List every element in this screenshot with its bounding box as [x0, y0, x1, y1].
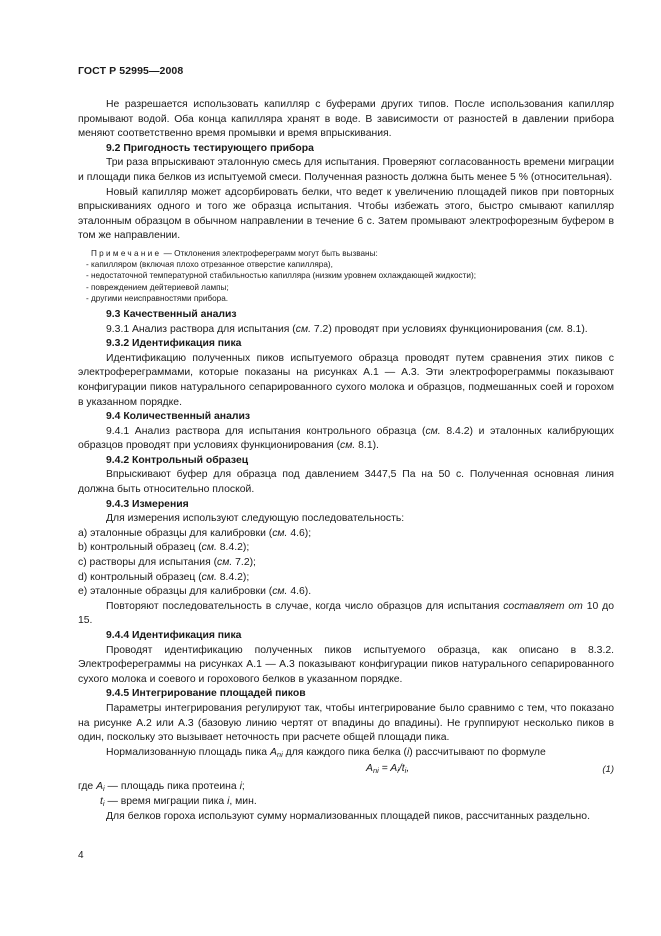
paragraph: Идентификацию полученных пиков испытуемого образца проводят путем сравнения этих пиков с электрофереграммами, которые показаны на рисунках А.1 — А.3. Эти электрофореграммы показывают конфигурации пиков натурального сепарированного сухого молока и образцов, подмешанных соей и горохом в указанном порядке.	[78, 352, 614, 408]
paragraph: Для измерения используют следующую последовательность:	[106, 513, 405, 525]
section-heading-9-2: 9.2 Пригодность тестирующего прибора	[106, 142, 314, 154]
ref-abbr: см.	[548, 323, 564, 335]
formula-1	[78, 762, 614, 778]
text-run: 8.1).	[355, 440, 379, 452]
section-heading-9-4-3: 9.4.3 Измерения	[106, 498, 189, 510]
page-number: 4	[78, 850, 84, 861]
section-heading-9-3-2: 9.3.2 Идентификация пика	[106, 338, 242, 350]
paragraph: Параметры интегрирования регулируют так, чтобы интегрирование было сравнимо с тем, что показано на рисунке А.2 или А.3 (базовую линию чертят от впадины до впадины). Не группируют несколько пиков в один, поскольку это вызывает неточность при расчете общей площади пика.	[78, 702, 614, 744]
section-heading-9-4-4: 9.4.4 Идентификация пика	[106, 630, 242, 642]
paragraph-repeat: Повторяют последовательность в случае, когда число образцов для испытания составляет от 10 до 15.	[78, 600, 614, 627]
text-run: 8.4.2) и эталонных калибрующих образцов проводят при условиях функционирования (	[78, 425, 614, 452]
ref-abbr: см.	[340, 440, 356, 452]
formula-expression: $A_{ni} = A_i/t_i$,	[366, 763, 410, 776]
note-item: - капилляром (включая плохо отрезанное отверстие капилляра),	[86, 260, 333, 270]
paragraph: Для белков гороха используют сумму нормализованных площадей пиков, рассчитанных раздельно.	[106, 810, 590, 822]
section-heading-9-4-5: 9.4.5 Интегрирование площадей пиков	[106, 688, 306, 700]
paragraph: Не разрешается использовать капилляр с буферами других типов. После использования капилляр промывают водой. Оба конца капилляра хранят в воде. В зависимости от разностей в давлении прибора меняют соответственно время промывки и время впрыскивания.	[78, 99, 614, 140]
section-heading-9-3: 9.3 Качественный анализ	[106, 308, 237, 320]
document-body	[78, 98, 614, 824]
where-line-t: $t_i$ — время миграции пика i, мин.	[100, 795, 257, 808]
paragraph: Новый капилляр может адсорбировать белки, что ведет к увеличению площадей пиков при повторных впрыскиваниях одного и того же образца испытания. Чтобы избежать этого, быстро смывают капилляр эталонным образцом в обычном направлении в течение 6 с. Затем промывают электрофорезным буфером в том же направлении.	[78, 186, 614, 242]
note-label: Примечание	[91, 248, 162, 258]
note-item: - другими неисправностями прибора.	[86, 293, 229, 303]
text-run: 9.3.1 Анализ раствора для испытания (	[106, 323, 296, 335]
paragraph-9-3-1	[78, 323, 614, 338]
list-item: b) контрольный образец (см. 8.4.2);	[78, 542, 250, 554]
list-item: c) растворы для испытания (см. 7.2);	[78, 557, 256, 569]
ref-abbr: см.	[425, 425, 441, 437]
note-block	[78, 248, 614, 304]
paragraph-9-4-1	[78, 425, 614, 454]
text-run: 9.4.1 Анализ раствора для испытания контрольного образца (	[106, 425, 426, 437]
paragraph-normalized-area: Нормализованную площадь пика $A_{ni}$ для каждого пика белка (i) рассчитывают по формуле	[106, 746, 546, 759]
note-item: - повреждением дейтериевой лампы;	[86, 282, 229, 292]
list-item: d) контрольный образец (см. 8.4.2);	[78, 571, 250, 583]
list-item: e) эталонные образцы для калибровки (см. 4.6).	[78, 586, 312, 598]
paragraph: Три раза впрыскивают эталонную смесь для испытания. Проверяют согласованность времени миграции и площади пика белков из испытуемой смеси. Полученная разность должна быть менее 5 % (относительная).	[78, 157, 614, 183]
list-item: a) эталонные образцы для калибровки (см. 4.6);	[78, 527, 312, 539]
paragraph: Впрыскивают буфер для образца под давлением 3447,5 Па на 50 с. Полученная основная линия должна быть относительно плоской.	[78, 469, 614, 496]
section-heading-9-4-2: 9.4.2 Контрольный образец	[106, 454, 249, 466]
paragraph: Проводят идентификацию полученных пиков испытуемого образца, как описано в 8.3.2. Электрофереграммы на рисунках А.1 — А.3 показывают конфигурации пиков натурального сепарированного сухого молока и соевого и горохового белков в указанном порядке.	[78, 644, 614, 685]
document-header: ГОСТ Р 52995—2008	[78, 65, 184, 77]
text-run: 7.2) проводят при условиях функционирования (	[311, 323, 549, 335]
note-text: — Отклонения электрофереграмм могут быть вызваны:	[161, 248, 378, 258]
where-line-a: где $A_i$ — площадь пика протеина i;	[78, 781, 245, 794]
formula-number: (1)	[602, 764, 614, 776]
ref-abbr: см.	[295, 323, 311, 335]
note-item: - недостаточной температурной стабильностью капилляра (низким уровнем охлаждающей жидкости);	[86, 271, 476, 281]
text-run: 8.1).	[563, 323, 588, 335]
note-intro	[78, 248, 614, 259]
section-heading-9-4: 9.4 Количественный анализ	[106, 411, 251, 423]
